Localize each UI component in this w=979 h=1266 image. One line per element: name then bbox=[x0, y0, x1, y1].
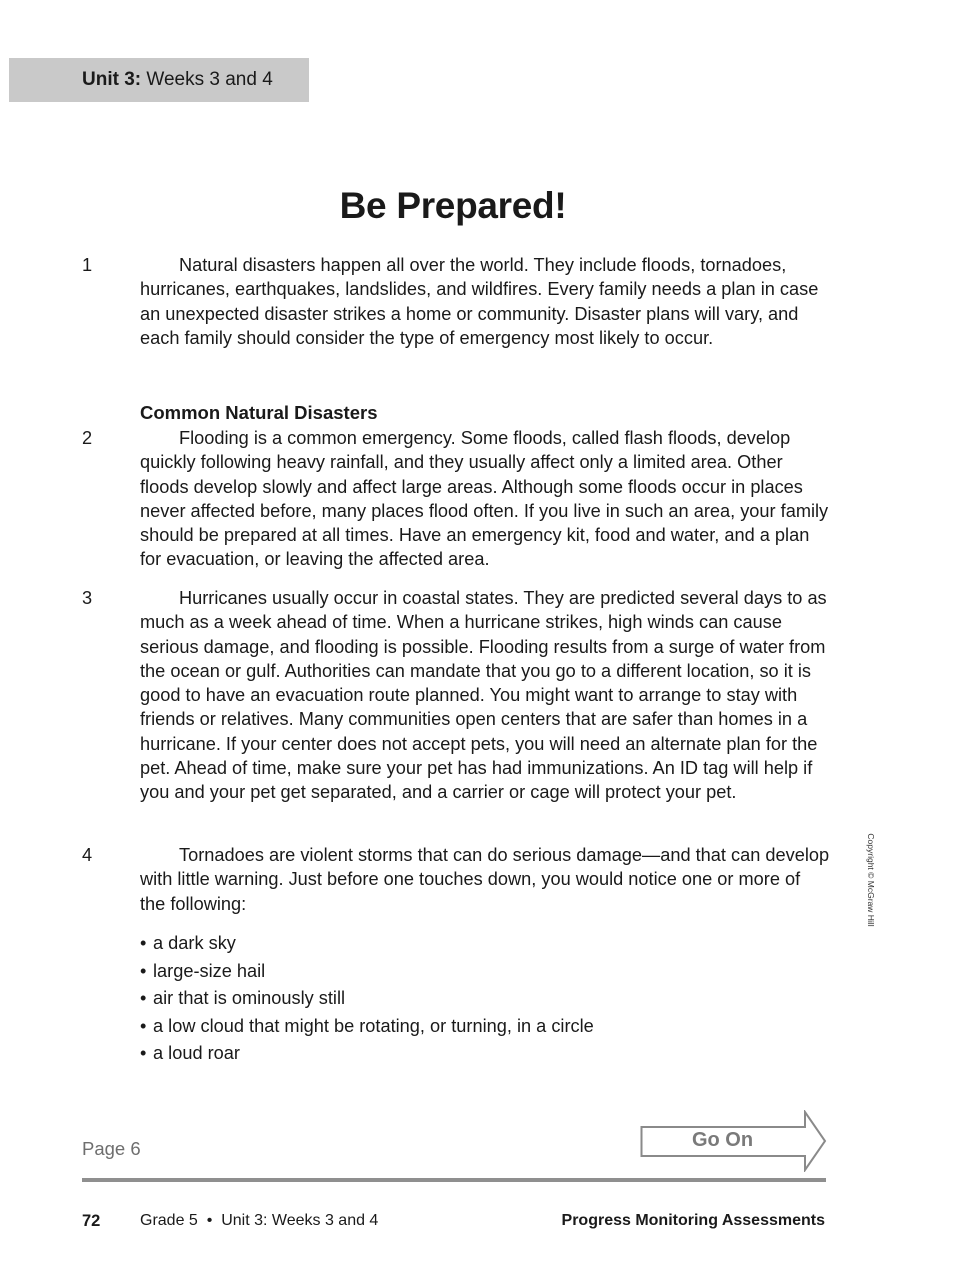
list-item: • large-size hail bbox=[140, 960, 266, 981]
footer-title: Progress Monitoring Assessments bbox=[561, 1212, 825, 1229]
paragraph-number-3: 3 bbox=[82, 588, 93, 608]
copyright-notice: Copyright © McGraw Hill bbox=[866, 833, 876, 927]
paragraph-number-4: 4 bbox=[82, 845, 93, 865]
bullet-icon: • bbox=[140, 1015, 147, 1036]
paragraph-4-text: Tornadoes are violent storms that can do serious damage—and that can develop with little warning. Just before one touches down, you would notice one or more of the following: bbox=[140, 845, 830, 914]
paragraph-number-2: 2 bbox=[82, 428, 93, 448]
footer-unit: Unit 3: Weeks 3 and 4 bbox=[221, 1212, 379, 1229]
bullet-icon: • bbox=[140, 1043, 147, 1063]
section-heading: Common Natural Disasters bbox=[140, 402, 378, 423]
paragraph-3 bbox=[140, 586, 830, 805]
footer-grade-unit bbox=[140, 1210, 378, 1232]
go-on-button[interactable] bbox=[640, 1110, 828, 1172]
paragraph-number-1: 1 bbox=[82, 255, 93, 275]
list-item: • a dark sky bbox=[140, 933, 236, 953]
footer-grade: Grade 5 bbox=[140, 1212, 198, 1229]
paragraph-2-text: Flooding is a common emergency. Some floods, called flash floods, develop quickly following heavy rainfall, and they usually affect only a limited area. Other floods develop slowly and affect large areas. Although some floods occur in places never affected before, many places flood often. If you live in such an area, your family should be prepared at all times. Have an emergency kit, food and water, and a plan for evacuation, or leaving the affected area. bbox=[140, 428, 829, 570]
unit-label: Unit 3: bbox=[82, 69, 142, 90]
footer-page-number: 72 bbox=[82, 1212, 101, 1230]
paragraph-2 bbox=[140, 426, 830, 572]
paragraph-1-text: Natural disasters happen all over the world. They include floods, tornadoes, hurricanes, earthquakes, landslides, and wildfires. Every family needs a plan in case an unexpected disaster strikes a home or community. Disaster plans will vary, and each family should consider the type of emergency most likely to occur. bbox=[140, 255, 819, 348]
tornado-signs-list bbox=[140, 931, 594, 1069]
footer-divider bbox=[82, 1178, 826, 1182]
paragraph-3-text: Hurricanes usually occur in coastal states. They are predicted several days to as much as a week ahead of time. When a hurricane strikes, high winds can cause serious damage, and flooding is possible. Flooding results from a surge of water from the ocean or gulf. Authorities can mandate that you go to a different location, so it is good to have an evacuation route planned. You might want to arrange to stay with friends or relatives. Many communities open centers that are safer than homes in a hurricane. If your center does not accept pets, you will need an alternate plan for the pet. Ahead of time, make sure your pet has had immunizations. An ID tag will help if you and your pet get separated, and a carrier or cage will protect your pet. bbox=[140, 588, 827, 803]
footer-separator: • bbox=[206, 1212, 213, 1229]
page-label: Page 6 bbox=[82, 1138, 141, 1159]
unit-header-text bbox=[82, 69, 273, 91]
list-item: • a low cloud that might be rotating, or turning, in a circle bbox=[140, 1015, 594, 1036]
list-item: • a loud roar bbox=[140, 1043, 240, 1063]
unit-weeks: Weeks 3 and 4 bbox=[146, 69, 273, 90]
list-item: • air that is ominously still bbox=[140, 988, 346, 1008]
bullet-icon: • bbox=[140, 933, 147, 953]
paragraph-4 bbox=[140, 843, 830, 916]
go-on-label: Go On bbox=[691, 1129, 754, 1151]
page-title: Be Prepared! bbox=[339, 185, 567, 226]
bullet-icon: • bbox=[140, 988, 147, 1008]
paragraph-1 bbox=[140, 253, 830, 350]
bullet-icon: • bbox=[140, 960, 147, 981]
unit-header-band bbox=[9, 58, 309, 102]
